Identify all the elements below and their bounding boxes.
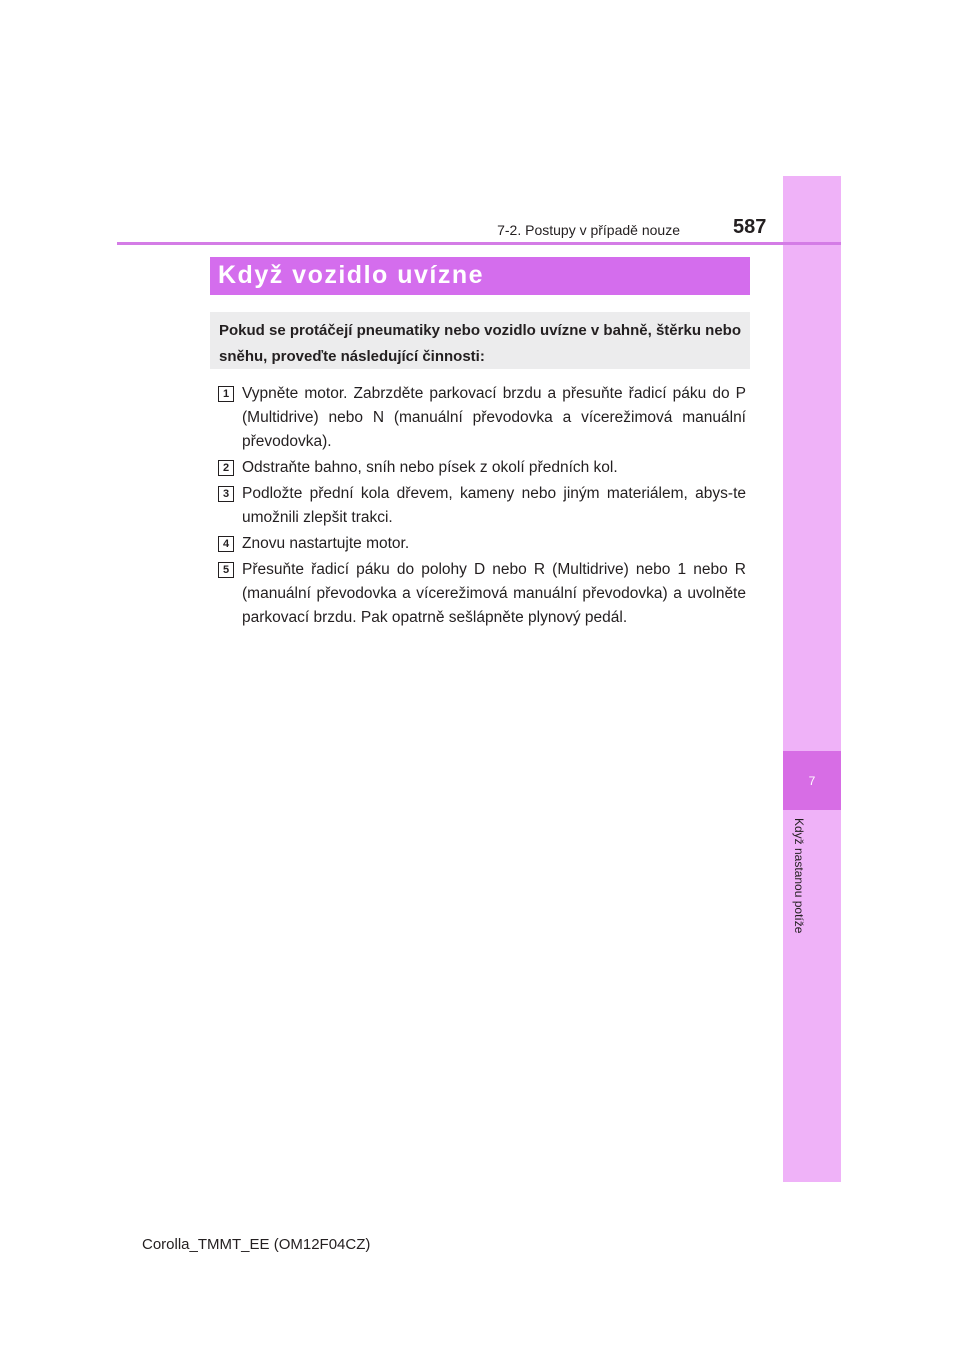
step-2 bbox=[218, 456, 746, 480]
header-divider bbox=[117, 242, 841, 245]
steps-list bbox=[218, 382, 746, 632]
page-number: 587 bbox=[733, 216, 767, 238]
chapter-side-tab bbox=[783, 176, 841, 1182]
step-1 bbox=[218, 382, 746, 454]
chapter-number-tab: 7 bbox=[783, 751, 841, 810]
step-text: Přesuňte řadicí páku do polohy D nebo R (Multidrive) nebo 1 nebo R (manuální převodovka a vícerežimová manuální převodovka) a uvolněte parkovací brzdu. Pak opatrně sešlápněte plynový pedál. bbox=[242, 561, 746, 626]
page-title: Když vozidlo uvízne bbox=[210, 257, 750, 295]
step-text: Odstraňte bahno, sníh nebo písek z okolí předních kol. bbox=[242, 459, 618, 476]
step-number-badge: 4 bbox=[218, 536, 234, 552]
step-text: Vypněte motor. Zabrzděte parkovací brzdu a přesuňte řadicí páku do P (Multidrive) nebo N (manuální převodovka a vícerežimová manuální převodovka). bbox=[242, 385, 746, 450]
step-3 bbox=[218, 482, 746, 530]
document-footer: Corolla_TMMT_EE (OM12F04CZ) bbox=[142, 1236, 371, 1253]
step-5 bbox=[218, 558, 746, 630]
step-4 bbox=[218, 532, 746, 556]
step-number-badge: 1 bbox=[218, 386, 234, 402]
step-text: Znovu nastartujte motor. bbox=[242, 535, 410, 552]
step-number-badge: 5 bbox=[218, 562, 234, 578]
step-text: Podložte přední kola dřevem, kameny nebo jiným materiálem, abys-te umožnili zlepšit trakci. bbox=[242, 485, 746, 526]
step-number-badge: 2 bbox=[218, 460, 234, 476]
intro-note: Pokud se protáčejí pneumatiky nebo vozidlo uvízne v bahně, štěrku nebo sněhu, proveďte následující činnosti: bbox=[210, 312, 750, 369]
chapter-title-label: Když nastanou potíže bbox=[792, 818, 806, 934]
section-heading: 7-2. Postupy v případě nouze bbox=[497, 222, 680, 238]
step-number-badge: 3 bbox=[218, 486, 234, 502]
